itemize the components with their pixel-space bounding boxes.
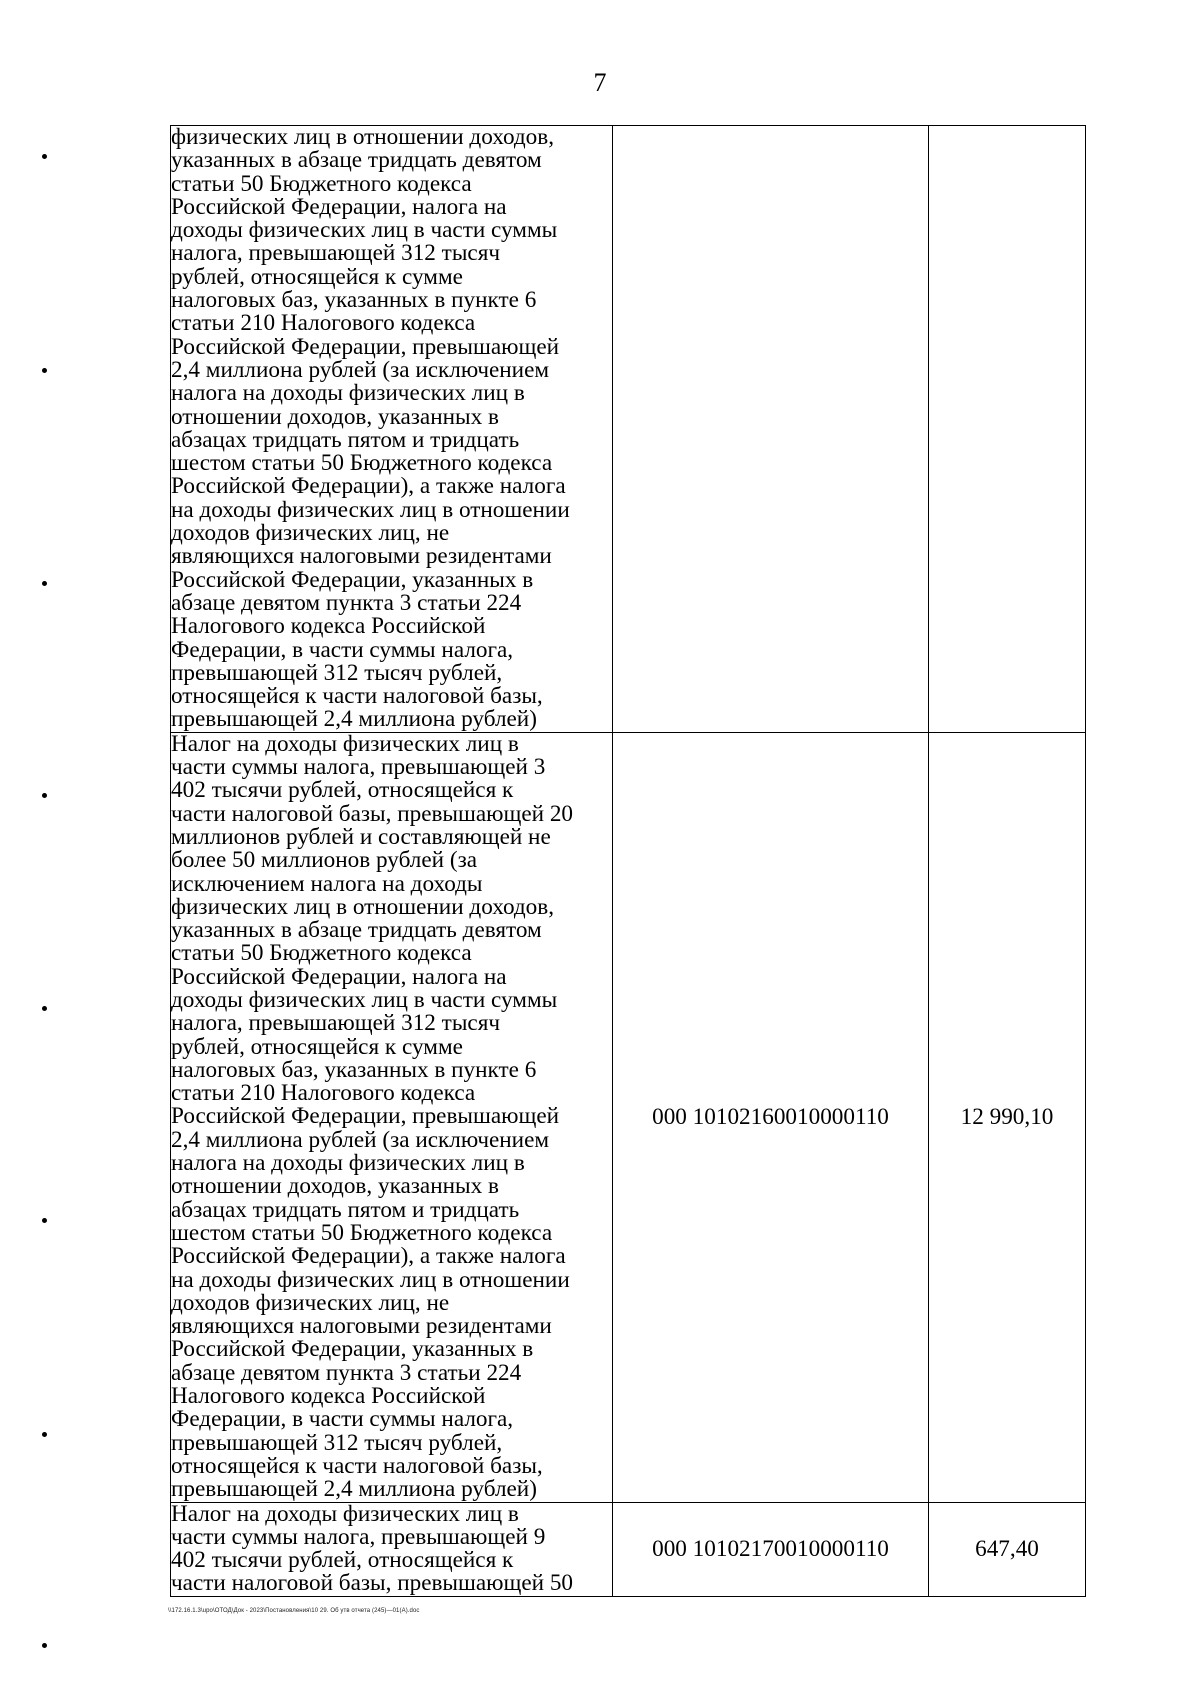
description-line: Российской Федерации, указанных в	[171, 566, 534, 593]
file-path-footer: \\172.16.1.3\upo\ОТОД\Док - 2023\Постановления\10 29. Об утв отчета (245)—01(А).doc	[168, 1608, 420, 1614]
description-line: рублей, относящейся к сумме	[171, 263, 463, 290]
description-line: миллионов рублей и составляющей не	[171, 823, 551, 850]
description-line: Федерации, в части суммы налога,	[171, 1406, 514, 1433]
description-line: Федерации, в части суммы налога,	[171, 636, 514, 663]
amount	[929, 126, 1086, 733]
description-line: налоговых баз, указанных в пункте 6	[171, 1056, 537, 1083]
description-line: указанных в абзаце тридцать девятом	[171, 917, 542, 944]
description-line: Налогового кодекса Российской	[171, 613, 486, 640]
description-line: статьи 210 Налогового кодекса	[171, 310, 476, 337]
description-line: части налоговой базы, превышающей 20	[171, 800, 574, 827]
description-line: доходы физических лиц в части суммы	[171, 217, 558, 244]
description-line: являющихся налоговыми резидентами	[171, 1313, 552, 1340]
margin-dot	[42, 1006, 47, 1011]
description-line: шестом статьи 50 Бюджетного кодекса	[171, 450, 553, 477]
description-line: Российской Федерации, указанных в	[171, 1336, 534, 1363]
description-line: статьи 210 Налогового кодекса	[171, 1080, 476, 1107]
description-line: 402 тысячи рублей, относящейся к	[171, 777, 514, 804]
page-number: 7	[593, 68, 607, 97]
description-line: относящейся к части налоговой базы,	[171, 1452, 543, 1479]
description-line: являющихся налоговыми резидентами	[171, 543, 552, 570]
budget-code: 000 10102160010000110	[613, 732, 929, 1502]
description-line: Налог на доходы физических лиц в	[171, 1500, 519, 1527]
description-line: относящейся к части налоговой базы,	[171, 683, 543, 710]
description-line: Налог на доходы физических лиц в	[171, 730, 519, 757]
description-line: налога на доходы физических лиц в	[171, 380, 525, 407]
description-line: отношении доходов, указанных в	[171, 1173, 499, 1200]
budget-code	[613, 126, 929, 733]
description-line: Российской Федерации, превышающей	[171, 333, 560, 360]
description-line: более 50 миллионов рублей (за	[171, 847, 478, 874]
description-line: превышающей 312 тысяч рублей,	[171, 1429, 503, 1456]
description-line: абзаце девятом пункта 3 статьи 224	[171, 1359, 522, 1386]
description-line: абзацах тридцать пятом и тридцать	[171, 1196, 520, 1223]
description-line: рублей, относящейся к сумме	[171, 1033, 463, 1060]
budget-code: 000 10102170010000110	[613, 1502, 929, 1596]
row-description	[171, 732, 613, 1502]
description-line: Налогового кодекса Российской	[171, 1383, 486, 1410]
description-line: шестом статьи 50 Бюджетного кодекса	[171, 1219, 553, 1246]
description-line: абзацах тридцать пятом и тридцать	[171, 426, 520, 453]
description-line: отношении доходов, указанных в	[171, 403, 499, 430]
description-line: доходов физических лиц, не	[171, 1289, 450, 1316]
margin-dot	[42, 581, 47, 586]
description-line: превышающей 312 тысяч рублей,	[171, 659, 503, 686]
margin-dot	[42, 1432, 47, 1437]
margin-dot	[42, 1218, 47, 1223]
description-line: части суммы налога, превышающей 9	[171, 1523, 546, 1550]
description-line: указанных в абзаце тридцать девятом	[171, 147, 542, 174]
description-line: физических лиц в отношении доходов,	[171, 124, 555, 150]
description-line: налога, превышающей 312 тысяч	[171, 1010, 501, 1037]
description-line: физических лиц в отношении доходов,	[171, 893, 555, 920]
description-line: статьи 50 Бюджетного кодекса	[171, 170, 472, 197]
amount: 647,40	[929, 1502, 1086, 1596]
description-line: на доходы физических лиц в отношении	[171, 1266, 570, 1293]
description-line: части суммы налога, превышающей 3	[171, 754, 546, 781]
description-line: 402 тысячи рублей, относящейся к	[171, 1547, 514, 1574]
table-row	[171, 732, 1086, 1502]
description-line: Российской Федерации), а также налога	[171, 1243, 566, 1270]
description-line: налоговых баз, указанных в пункте 6	[171, 287, 537, 314]
row-description	[171, 126, 613, 733]
description-line: Российской Федерации, превышающей	[171, 1103, 560, 1130]
description-line: части налоговой базы, превышающей 50	[171, 1570, 574, 1597]
description-line: Российской Федерации, налога на	[171, 963, 507, 990]
description-line: доходов физических лиц, не	[171, 520, 450, 547]
description-line: доходы физических лиц в части суммы	[171, 986, 558, 1013]
description-line: абзаце девятом пункта 3 статьи 224	[171, 589, 522, 616]
description-line: налога на доходы физических лиц в	[171, 1150, 525, 1177]
description-line: статьи 50 Бюджетного кодекса	[171, 940, 472, 967]
description-line: Российской Федерации), а также налога	[171, 473, 566, 500]
row-description	[171, 1502, 613, 1596]
description-line: исключением налога на доходы	[171, 870, 483, 897]
amount: 12 990,10	[929, 732, 1086, 1502]
margin-dot	[42, 154, 47, 159]
description-line: 2,4 миллиона рублей (за исключением	[171, 1126, 550, 1153]
margin-dot	[42, 793, 47, 798]
description-line: на доходы физических лиц в отношении	[171, 496, 570, 523]
margin-dot	[42, 368, 47, 373]
description-line: Российской Федерации, налога на	[171, 193, 507, 220]
margin-dot	[42, 1643, 47, 1648]
table-row	[171, 1502, 1086, 1596]
income-table	[170, 125, 1086, 1597]
description-line: 2,4 миллиона рублей (за исключением	[171, 356, 550, 383]
description-line: налога, превышающей 312 тысяч	[171, 240, 501, 267]
description-line: превышающей 2,4 миллиона рублей)	[171, 1476, 537, 1503]
table-row	[171, 126, 1086, 733]
description-line: превышающей 2,4 миллиона рублей)	[171, 706, 537, 733]
